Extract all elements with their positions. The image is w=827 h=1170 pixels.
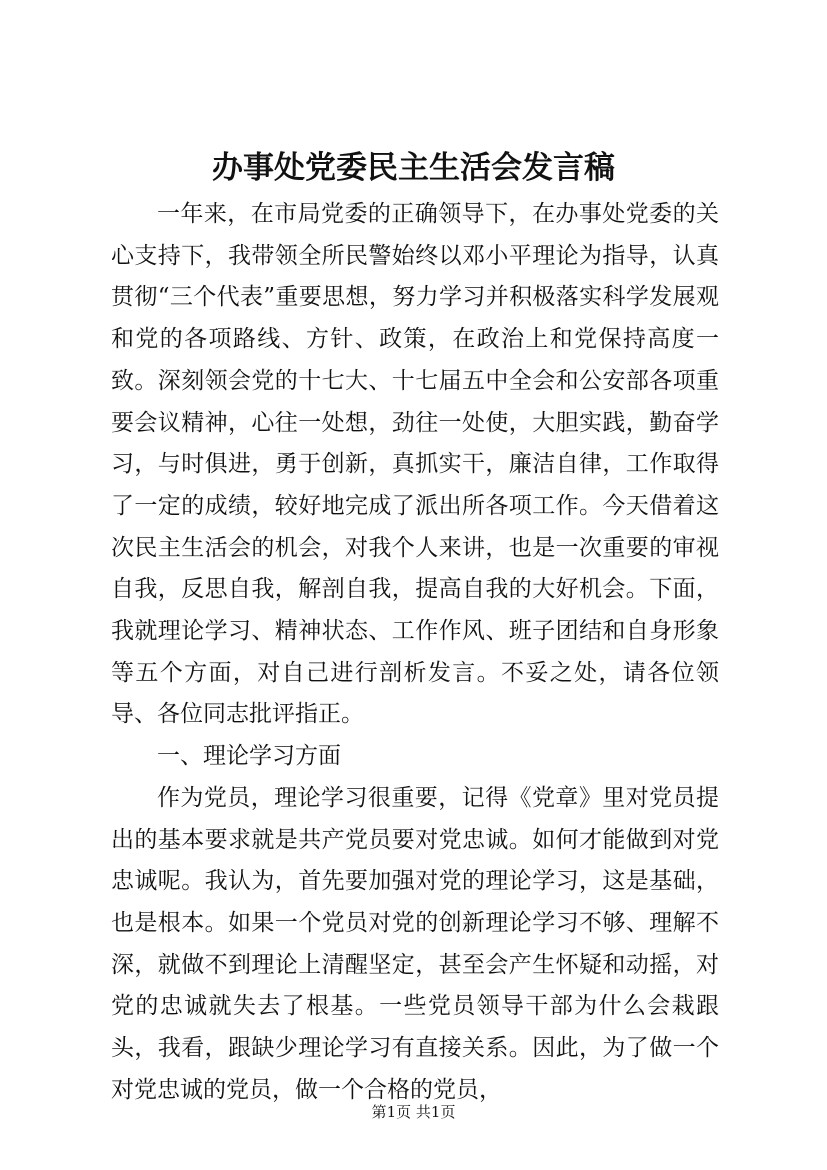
section-heading-theory-study: 一、理论学习方面 (157, 743, 341, 770)
document-body (111, 194, 719, 1111)
page-footer (0, 1102, 827, 1122)
paragraph-intro: 一年来，在市局党委的正确领导下，在办事处党委的关心支持下，我带领全所民警始终以邓小平理论为指导，认真贯彻“三个代表”重要思想，努力学习并积极落实科学发展观和党的各项路线、方针、政策，在政治上和党保持高度一致。深刻领会党的十七大、十七届五中全会和公安部各项重要会议精神，心往一处想，劲往一处使，大胆实践，勤奋学习，与时俱进，勇于创新，真抓实干，廉洁自律，工作取得了一定的成绩，较好地完成了派出所各项工作。今天借着这次民主生活会的机会，对我个人来讲，也是一次重要的审视自我，反思自我，解剖自我，提高自我的大好机会。下面，我就理论学习、精神状态、工作作风、班子团结和自身形象等五个方面，对自己进行剖析发言。不妥之处，请各位领导、各位同志批评指正。 (111, 201, 719, 728)
total-label-suffix: 页 (440, 1103, 456, 1121)
page-label-suffix: 页 共 (396, 1103, 431, 1121)
page-number: 1 (386, 1103, 397, 1121)
page-label-prefix: 第 (371, 1103, 387, 1121)
paragraph-theory-study: 作为党员，理论学习很重要，记得《党章》里对党员提出的基本要求就是共产党员要对党忠诚。如何才能做到对党忠诚呢。我认为，首先要加强对党的理论学习，这是基础，也是根本。如果一个党员对党的创新理论学习不够、理解不深，就做不到理论上清醒坚定，甚至会产生怀疑和动摇，对党的忠诚就失去了根基。一些党员领导干部为什么会栽跟头，我看，跟缺少理论学习有直接关系。因此，为了做一个对党忠诚的党员，做一个合格的党员， (111, 784, 719, 1103)
document-title: 办事处党委民主生活会发言稿 (212, 150, 615, 186)
total-pages: 1 (430, 1103, 441, 1121)
